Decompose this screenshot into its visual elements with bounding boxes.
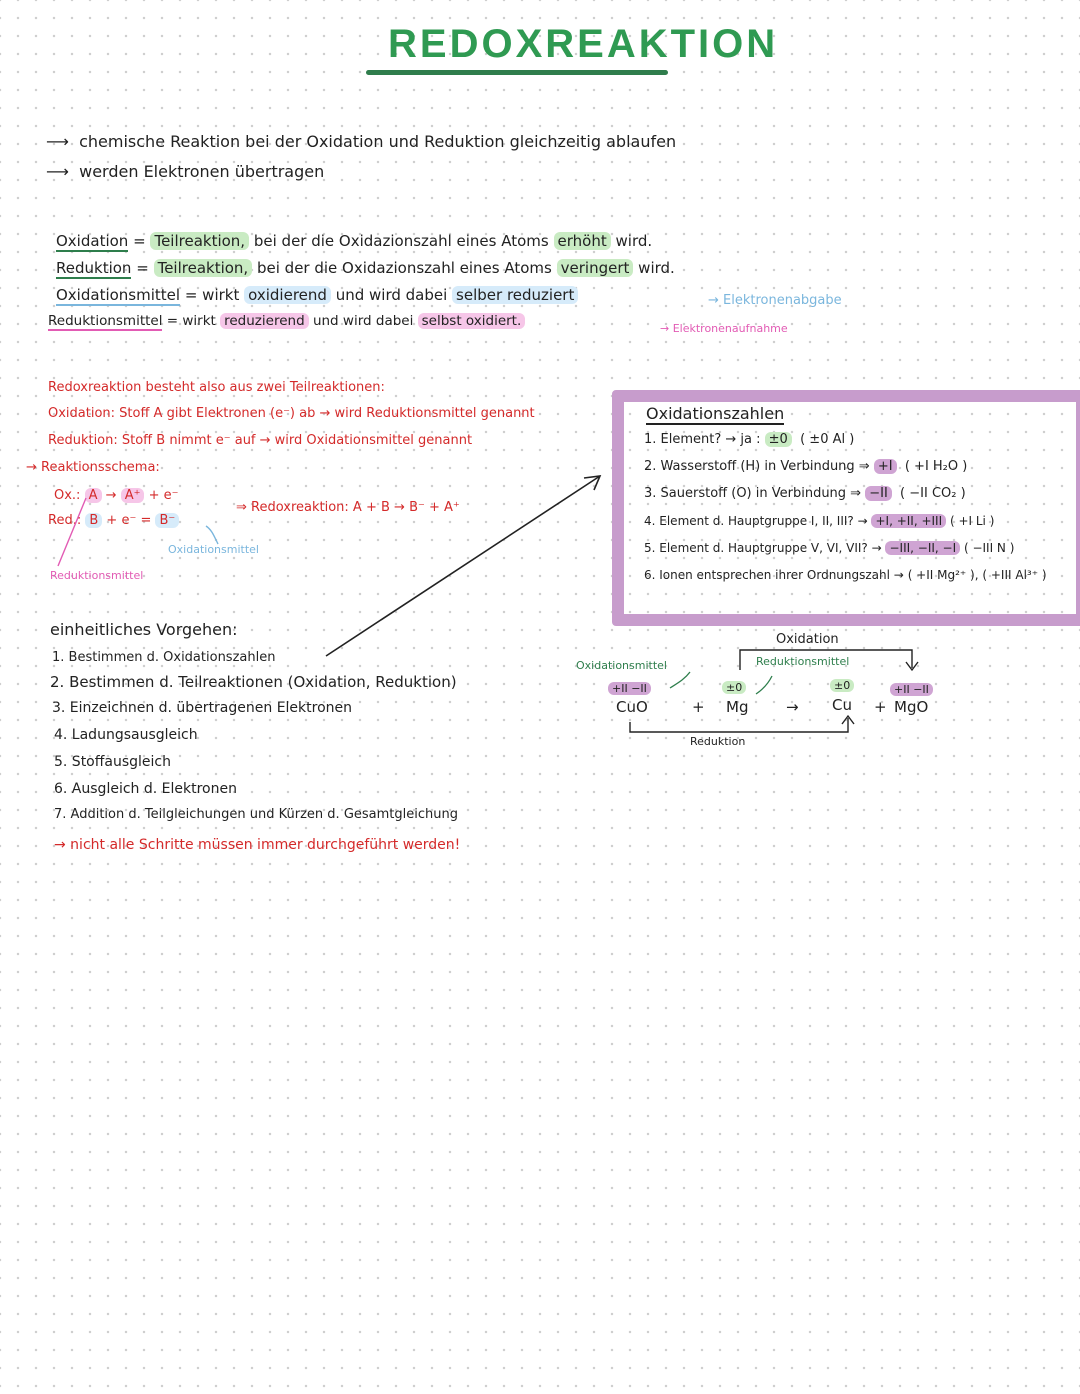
step-2: 2. Bestimmen d. Teilreaktionen (Oxidation, Reduktion) bbox=[50, 673, 457, 691]
red-mittel-green-arrow bbox=[756, 676, 772, 694]
example-arrow: → bbox=[786, 698, 799, 716]
redox-line-2: Oxidation: Stoff A gibt Elektronen (e⁻) ab → wird Reduktionsmittel genannt bbox=[48, 406, 535, 421]
step-5: 5. Stoffausgleich bbox=[54, 754, 171, 770]
example-plus-2: + bbox=[874, 698, 887, 716]
page-title: REDOXREAKTION bbox=[388, 22, 779, 66]
example-mg: Mg bbox=[726, 698, 749, 716]
reduktion-bracket bbox=[630, 718, 848, 732]
box-row-5: 5. Element d. Hauptgruppe V, VI, VII? → −III, −II, −I ( −III N ) bbox=[644, 541, 1015, 555]
steps-note: → nicht alle Schritte müssen immer durchgeführt werden! bbox=[54, 837, 461, 853]
redox-line-1: Redoxreaktion besteht also aus zwei Teilreaktionen: bbox=[48, 380, 385, 395]
step-1: 1. Bestimmen d. Oxidationszahlen bbox=[52, 650, 276, 665]
label-oxidationsmittel: Oxidationsmittel bbox=[168, 543, 259, 556]
example-cuo: CuO bbox=[616, 698, 648, 716]
example-redmittel-label: Reduktionsmittel bbox=[756, 655, 850, 668]
example-cu-ox: ±0 bbox=[830, 679, 854, 692]
arrow-right-icon: ⟶ bbox=[46, 162, 69, 181]
note-elektronenaufnahme: → Elektronenaufnahme bbox=[660, 322, 788, 335]
schema-ox: Ox.: A → A⁺ + e⁻ bbox=[54, 488, 179, 503]
label-reduktionsmittel: Reduktionsmittel bbox=[50, 569, 144, 582]
example-oxmittel-label: Oxidationsmittel bbox=[576, 659, 667, 672]
ox-mittel-green-arrow bbox=[670, 672, 690, 688]
example-plus-1: + bbox=[692, 698, 705, 716]
redmittel-arrow bbox=[58, 498, 86, 566]
def-reduktionsmittel: Reduktionsmittel = wirkt reduzierend und wird dabei selbst oxidiert. bbox=[48, 313, 525, 329]
note-elektronenabgabe: → Elektronenabgabe bbox=[708, 293, 842, 308]
step-7: 7. Addition d. Teilgleichungen und Kürzen d. Gesamtgleichung bbox=[54, 807, 458, 822]
connector-arrow bbox=[326, 476, 600, 656]
intro-line-1: ⟶ chemische Reaktion bei der Oxidation und Reduktion gleichzeitig ablaufen bbox=[46, 132, 677, 151]
redox-line-4: → Reaktionsschema: bbox=[26, 460, 160, 475]
box-title: Oxidationszahlen bbox=[646, 404, 785, 423]
example-mg-ox: ±0 bbox=[722, 681, 746, 694]
example-reduktion-label: Reduktion bbox=[690, 735, 746, 748]
box-row-2: 2. Wasserstoff (H) in Verbindung ⇒ +I ( +I H₂O ) bbox=[644, 459, 968, 474]
steps-heading: einheitliches Vorgehen: bbox=[50, 620, 238, 639]
step-6: 6. Ausgleich d. Elektronen bbox=[54, 781, 237, 797]
arrow-right-icon: ⟶ bbox=[46, 132, 69, 151]
box-row-1: 1. Element? → ja : ±0 ( ±0 Al ) bbox=[644, 432, 855, 447]
step-3: 3. Einzeichnen d. übertragenen Elektronen bbox=[52, 700, 353, 716]
box-row-6: 6. Ionen entsprechen ihrer Ordnungszahl → ( +II Mg²⁺ ), ( +III Al³⁺ ) bbox=[644, 568, 1047, 582]
schema-redox-equation: ⇒ Redoxreaktion: A + B → B⁻ + A⁺ bbox=[236, 500, 460, 515]
def-reduktion: Reduktion = Teilreaktion, bei der die Oxidazionszahl eines Atoms veringert wird. bbox=[56, 259, 675, 277]
example-cuo-ox: +II −II bbox=[608, 682, 651, 695]
example-cu: Cu bbox=[832, 696, 852, 714]
oxidation-bracket bbox=[740, 650, 912, 670]
intro-line-2: ⟶ werden Elektronen übertragen bbox=[46, 162, 325, 181]
example-mgo: MgO bbox=[894, 698, 929, 716]
redox-line-3: Reduktion: Stoff B nimmt e⁻ auf → wird Oxidationsmittel genannt bbox=[48, 433, 473, 448]
oxmittel-arrow bbox=[206, 526, 218, 544]
example-oxidation-label: Oxidation bbox=[776, 632, 839, 647]
box-row-4: 4. Element d. Hauptgruppe I, II, III? → +I, +II, +III ( +I Li ) bbox=[644, 514, 995, 528]
def-oxidation: Oxidation = Teilreaktion, bei der die Oxidazionszahl eines Atoms erhöht wird. bbox=[56, 232, 653, 250]
step-4: 4. Ladungsausgleich bbox=[54, 727, 198, 743]
example-mgo-ox: +II −II bbox=[890, 683, 933, 696]
def-oxidationsmittel: Oxidationsmittel = wirkt oxidierend und wird dabei selber reduziert bbox=[56, 286, 578, 304]
schema-red: Red.: B + e⁻ = B⁻ bbox=[48, 513, 179, 528]
box-row-3: 3. Sauerstoff (O) in Verbindung ⇒ −II ( −II CO₂ ) bbox=[644, 486, 966, 501]
